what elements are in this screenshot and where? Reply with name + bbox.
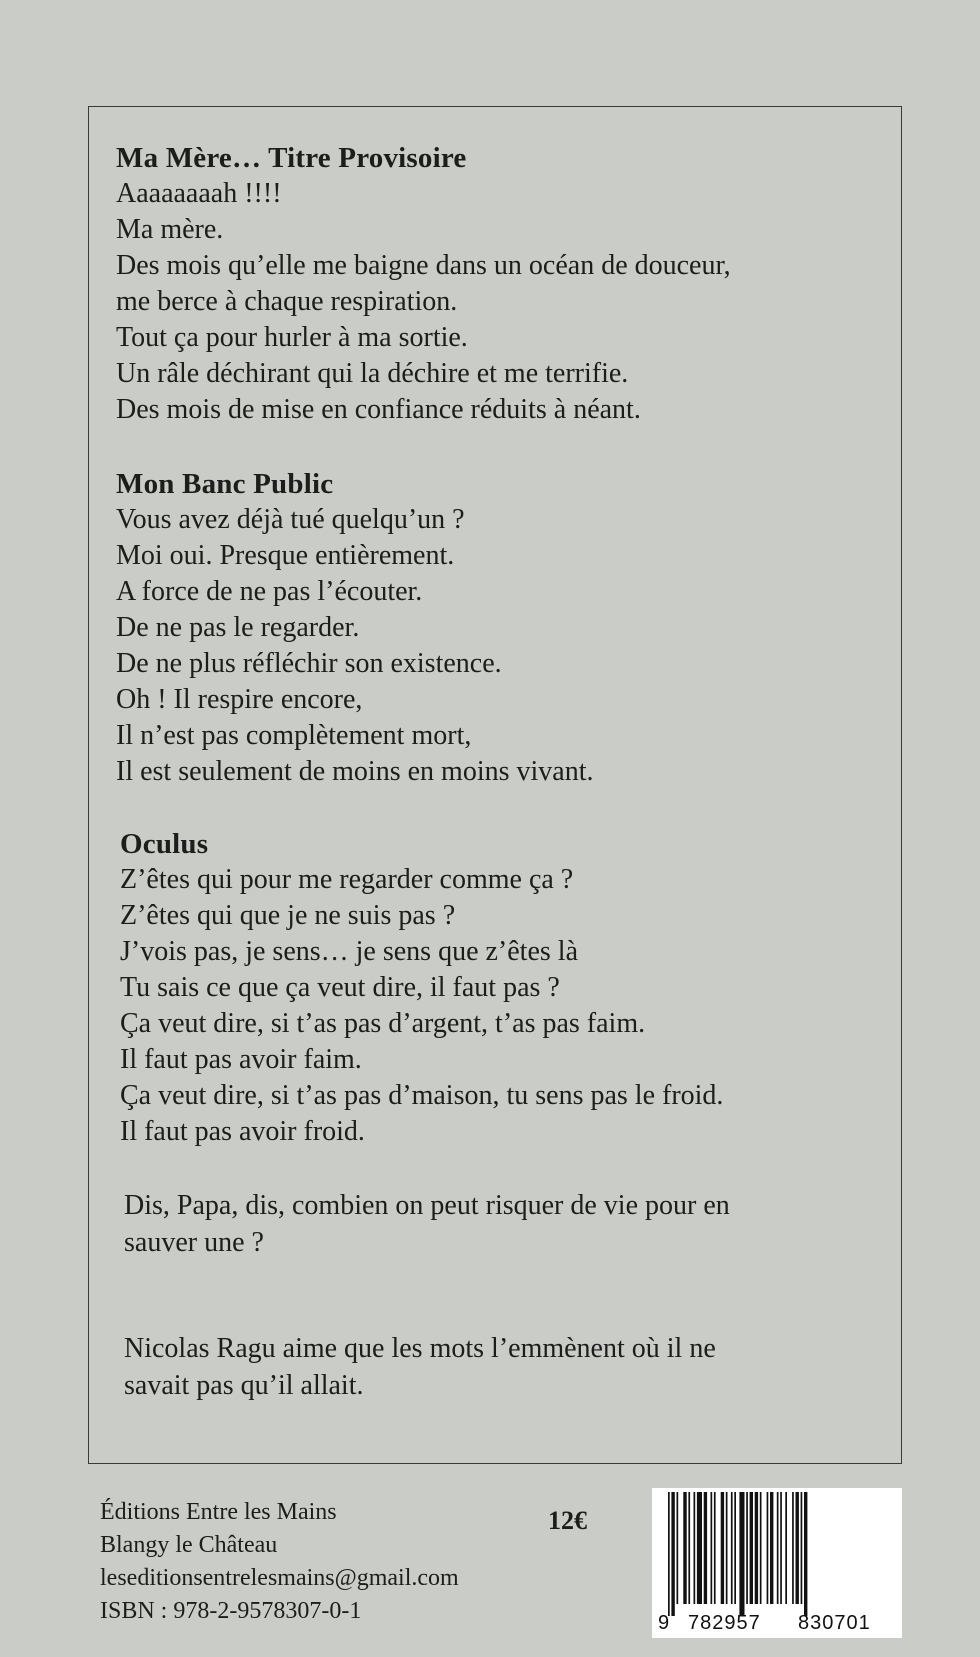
poem-1 <box>116 140 876 428</box>
barcode-bar <box>668 1492 670 1616</box>
barcode-bar <box>721 1492 724 1604</box>
barcode-bar <box>714 1492 716 1604</box>
poem-line: Z’êtes qui que je ne suis pas ? <box>120 900 456 931</box>
barcode-bar <box>750 1492 753 1604</box>
barcode-bar <box>704 1492 707 1604</box>
author-note <box>124 1330 884 1404</box>
barcode-bar <box>677 1492 679 1604</box>
publisher-email: leseditionsentrelesmains@gmail.com <box>100 1565 459 1591</box>
poem-title: Oculus <box>120 828 209 860</box>
poem-line: me berce à chaque respiration. <box>116 286 458 317</box>
barcode-bar <box>770 1492 773 1604</box>
author-note-line: Nicolas Ragu aime que les mots l’emmènent où il ne <box>124 1333 716 1364</box>
poem-line: Il n’est pas complètement mort, <box>116 720 472 751</box>
barcode-icon <box>652 1488 902 1638</box>
barcode-bar <box>780 1492 782 1604</box>
barcode-group-2: 830701 <box>798 1612 871 1634</box>
poem-line: Un râle déchirant qui la déchire et me terrifie. <box>116 358 629 389</box>
poem-line: Il faut pas avoir faim. <box>120 1044 362 1075</box>
poem-line: Aaaaaaaah !!!! <box>116 178 282 209</box>
barcode-bar <box>711 1492 713 1604</box>
closing-question <box>124 1187 884 1261</box>
publisher-isbn: ISBN : 978-2-9578307-0-1 <box>100 1598 362 1624</box>
poem-line: Z’êtes qui pour me regarder comme ça ? <box>120 864 574 895</box>
author-note-line: savait pas qu’il allait. <box>124 1370 364 1401</box>
poem-line: Ça veut dire, si t’as pas d’maison, tu sens pas le froid. <box>120 1080 724 1111</box>
barcode-bar <box>734 1492 736 1604</box>
barcode-group-1: 782957 <box>688 1612 761 1634</box>
poem-2 <box>116 466 876 790</box>
barcode-bar <box>796 1492 799 1604</box>
question-line: sauver une ? <box>124 1227 264 1258</box>
poem-line: Tu sais ce que ça veut dire, il faut pas ? <box>120 972 560 1003</box>
barcode-bar <box>792 1492 794 1604</box>
poem-line: Vous avez déjà tué quelqu’un ? <box>116 504 465 535</box>
poem-title: Mon Banc Public <box>116 468 334 500</box>
publisher-info <box>100 1496 459 1628</box>
barcode-bar <box>760 1492 762 1604</box>
price-label: 12€ <box>548 1506 587 1535</box>
poem-line: De ne pas le regarder. <box>116 612 360 643</box>
poem-line: De ne plus réfléchir son existence. <box>116 648 502 679</box>
barcode-first-digit: 9 <box>658 1612 670 1634</box>
barcode-bar <box>683 1492 686 1604</box>
barcode-bar <box>671 1492 674 1616</box>
poem-line: Oh ! Il respire encore, <box>116 684 363 715</box>
poem-line: Il faut pas avoir froid. <box>120 1116 365 1147</box>
question-line: Dis, Papa, dis, combien on peut risquer de vie pour en <box>124 1190 730 1221</box>
barcode-bar <box>731 1492 733 1604</box>
poem-line: Des mois de mise en confiance réduits à néant. <box>116 394 641 425</box>
barcode-bar <box>694 1492 696 1604</box>
publisher-name: Éditions Entre les Mains <box>100 1499 337 1525</box>
barcode-bar <box>726 1492 728 1604</box>
barcode-bar <box>804 1492 807 1616</box>
poem-line: A force de ne pas l’écouter. <box>116 576 423 607</box>
poem-line: Ça veut dire, si t’as pas d’argent, t’as pas faim. <box>120 1008 646 1039</box>
poem-line: Ma mère. <box>116 214 224 245</box>
barcode-bar <box>777 1492 779 1604</box>
barcode-bar <box>688 1492 690 1604</box>
poem-line: Des mois qu’elle me baigne dans un océan de douceur, <box>116 250 731 281</box>
barcode-bar <box>801 1492 803 1604</box>
poem-line: J’vois pas, je sens… je sens que z’êtes là <box>120 936 578 967</box>
poem-title: Ma Mère… Titre Provisoire <box>116 142 467 174</box>
barcode-bar <box>755 1492 758 1604</box>
poem-line: Tout ça pour hurler à ma sortie. <box>116 322 468 353</box>
barcode-bar <box>785 1492 787 1604</box>
barcode-bar <box>739 1492 744 1616</box>
barcode-bar <box>767 1492 769 1604</box>
poem-3 <box>120 826 880 1150</box>
publisher-city: Blangy le Château <box>100 1532 278 1558</box>
poem-line: Il est seulement de moins en moins vivant. <box>116 756 594 787</box>
barcode-bar <box>697 1492 702 1604</box>
barcode-bar <box>746 1492 748 1604</box>
poem-line: Moi oui. Presque entièrement. <box>116 540 455 571</box>
